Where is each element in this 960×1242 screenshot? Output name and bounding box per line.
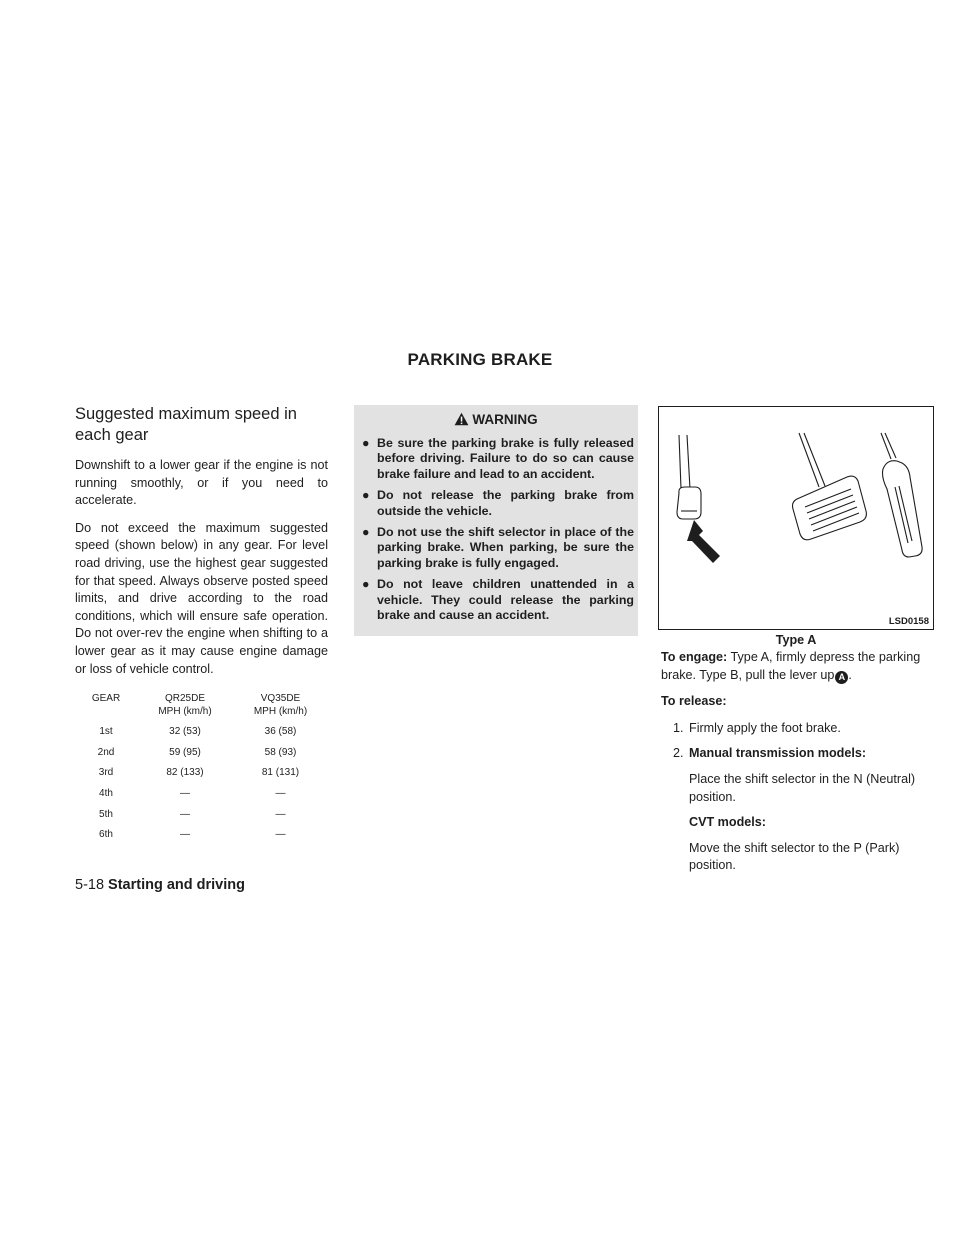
warning-item: ● Do not release the parking brake from outside the vehicle.: [362, 488, 634, 518]
warning-title: WARNING: [354, 411, 638, 429]
arrow-icon: [687, 520, 720, 563]
table-header-row: [75, 692, 328, 726]
right-column: [661, 649, 932, 883]
bullet-icon: ●: [362, 525, 370, 540]
engage-paragraph: To engage: Type A, firmly depress the parking brake. Type B, pull the lever up A .: [661, 650, 921, 682]
table-header-cell: GEAR: [91, 693, 121, 705]
footer-section: Starting and driving: [108, 877, 245, 893]
table-row: 5th — —: [99, 808, 286, 820]
table-row: 4th — —: [99, 787, 286, 799]
release-step-2: 2. Manual transmission models:: [673, 746, 867, 761]
figure-code: LSD0158: [888, 616, 929, 627]
page-footer: [75, 877, 245, 893]
release-label: To release:: [661, 694, 727, 709]
warning-box: [354, 405, 638, 636]
warning-item: ● Do not leave children unattended in a vehicle. They could release the parking brake and cause an accident.: [362, 577, 634, 623]
speed-heading: Suggested maximum speed in each gear: [75, 405, 297, 444]
page-number: 5-18: [75, 877, 105, 893]
max-speed-paragraph: Do not exceed the maximum suggested speed (shown below) in any gear. For level road driving, use the highest gear suggested for that speed. Always observe posted speed limits, and drive according to the road conditions, which will ensure safe operation. Do not over-rev the engine when shifting to a lower gear as it may cause engine damage or loss of vehicle control.: [75, 520, 328, 676]
figure-caption: Type A: [775, 633, 817, 647]
table-header-cell: VQ35DE MPH (km/h): [253, 693, 308, 718]
warning-item: ● Do not use the shift selector in place of the parking brake. When parking, be sure the parking brake is fully engaged.: [362, 525, 634, 570]
table-row: 1st 32 (53) 36 (58): [99, 726, 297, 738]
manual-instructions: Place the shift selector in the N (Neutral) position.: [689, 771, 916, 804]
table-row: 2nd 59 (95) 58 (93): [97, 746, 297, 758]
cvt-instructions: Move the shift selector to the P (Park) position.: [689, 840, 900, 873]
warning-list: [354, 436, 638, 623]
table-header-cell: QR25DE MPH (km/h): [158, 693, 212, 718]
section-header: PARKING BRAKE: [407, 350, 553, 369]
bullet-icon: ●: [362, 577, 370, 592]
release-step-1: 1. Firmly apply the foot brake.: [673, 720, 841, 735]
engage-label: To engage:: [661, 650, 728, 664]
cvt-label: CVT models:: [689, 815, 766, 830]
downshift-paragraph: Downshift to a lower gear if the engine is not running smoothly, or if you need to accelerate.: [75, 458, 328, 508]
pedal-illustration: [659, 407, 933, 629]
table-row: 3rd 82 (133) 81 (131): [98, 767, 300, 779]
speed-table: [75, 692, 328, 850]
bullet-icon: ●: [362, 488, 370, 503]
left-column: [75, 404, 328, 850]
marker-a-icon: A: [835, 671, 848, 684]
bullet-icon: ●: [362, 436, 370, 450]
warning-triangle-icon: [454, 412, 469, 426]
table-row: 6th — —: [99, 829, 286, 841]
warning-item: ● Be sure the parking brake is fully released before driving. Failure to do so can cause brake failure and lead to an accident.: [362, 436, 634, 481]
parking-brake-figure: [658, 406, 934, 630]
